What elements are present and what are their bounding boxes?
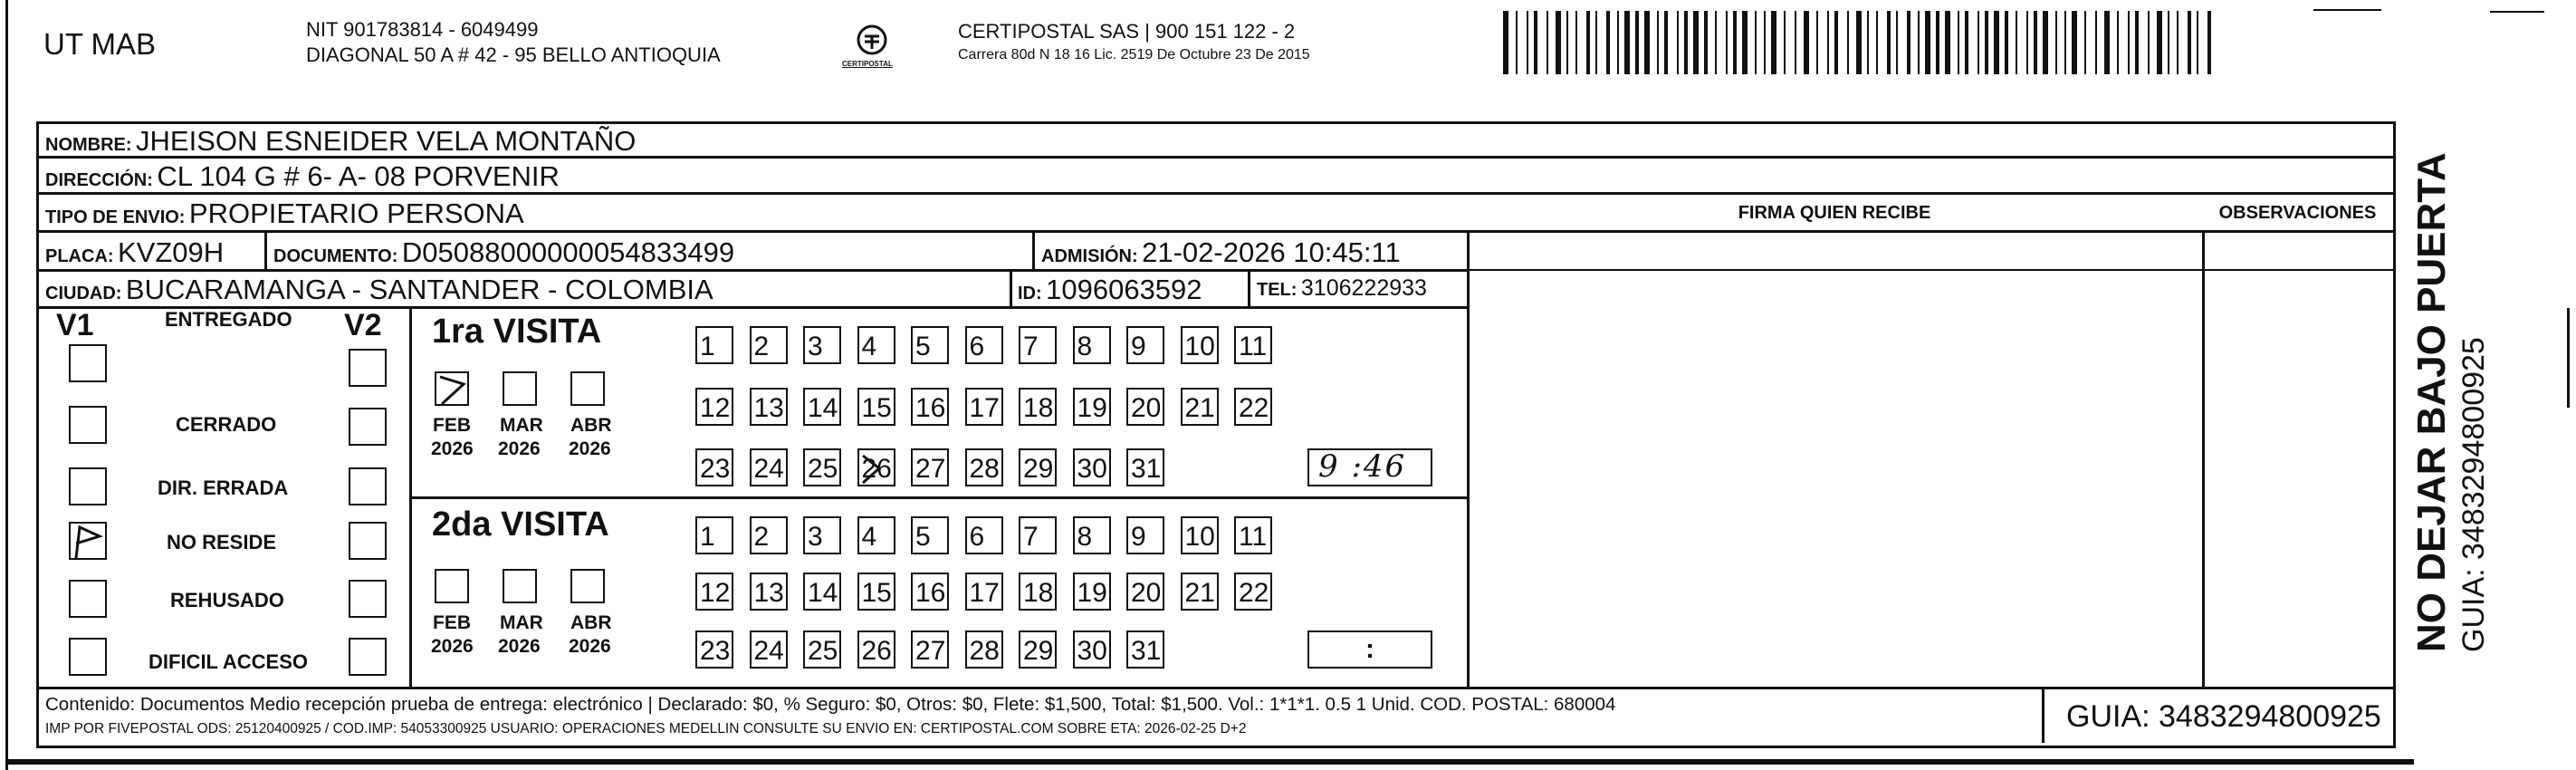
- visit1-day-box[interactable]: 5: [911, 326, 949, 364]
- visit1-day-box[interactable]: 29: [1019, 448, 1057, 486]
- visit2-day-box[interactable]: 24: [750, 630, 788, 669]
- direccion-value: CL 104 G # 6- A- 08 PORVENIR: [157, 160, 560, 192]
- visit2-day-box[interactable]: 8: [1073, 516, 1111, 554]
- visit2-day-box[interactable]: 29: [1019, 630, 1057, 669]
- col-divider: [1010, 269, 1012, 307]
- sender-name: UT MAB: [43, 27, 157, 61]
- visit1-day-box[interactable]: 1: [695, 326, 733, 364]
- visit1-day-box[interactable]: 8: [1073, 326, 1111, 364]
- col-divider: [2042, 687, 2045, 743]
- visit1-day-box[interactable]: 4: [857, 326, 895, 364]
- visit1-day-box[interactable]: 26: [857, 448, 895, 486]
- id-label: ID:: [1018, 284, 1042, 303]
- v1-label: V1: [56, 308, 94, 342]
- visit1-month-mar-checkbox[interactable]: [503, 371, 537, 406]
- check-mark-icon: [436, 373, 469, 406]
- courier-logo: [840, 20, 904, 74]
- visit2-day-box[interactable]: 15: [857, 573, 895, 611]
- visit1-day-box[interactable]: 12: [695, 388, 733, 426]
- right-edge-mark: [2567, 308, 2570, 408]
- status-cerrado: CERRADO: [176, 413, 277, 436]
- visit2-day-box[interactable]: 21: [1181, 573, 1219, 611]
- left-edge-line: [5, 0, 8, 770]
- visit2-day-box[interactable]: 2: [750, 516, 788, 554]
- status-rehusado: REHUSADO: [170, 589, 284, 611]
- visit1-month-abr-checkbox[interactable]: [570, 371, 605, 406]
- sender-nit: NIT 901783814 - 6049499: [306, 18, 539, 41]
- admision-field: [1041, 236, 1401, 269]
- direccion-row: [45, 160, 560, 193]
- visit1-day-box[interactable]: 21: [1181, 388, 1219, 426]
- v1-no-reside-checkbox[interactable]: [69, 522, 107, 560]
- visit1-day-box[interactable]: 17: [965, 388, 1003, 426]
- v2-dir-errada-checkbox[interactable]: [349, 467, 387, 505]
- visit1-day-box[interactable]: 24: [750, 448, 788, 486]
- row-divider: [36, 687, 2393, 689]
- documento-label: DOCUMENTO:: [273, 246, 398, 266]
- ciudad-field: [45, 274, 713, 306]
- visit2-year-mar: 2026: [498, 636, 541, 657]
- direccion-label: DIRECCIÓN:: [45, 170, 153, 190]
- visit1-day-box[interactable]: 31: [1126, 448, 1164, 486]
- barcode: [1503, 11, 2227, 74]
- id-value: 1096063592: [1046, 274, 1202, 305]
- visit2-day-box[interactable]: 26: [857, 630, 895, 669]
- firma-header: FIRMA QUIEN RECIBE: [1738, 203, 1931, 223]
- visit1-day-box[interactable]: 2: [750, 326, 788, 364]
- corner-dash: [2490, 11, 2544, 13]
- visit2-day-box[interactable]: 4: [857, 516, 895, 554]
- tipo-value: PROPIETARIO PERSONA: [188, 197, 524, 229]
- visit2-day-box[interactable]: 23: [695, 630, 733, 669]
- row-divider: [1467, 269, 2393, 271]
- sender-address: DIAGONAL 50 A # 42 - 95 BELLO ANTIOQUIA: [306, 43, 721, 66]
- tipo-label: TIPO DE ENVIO:: [45, 207, 186, 227]
- visit1-title: 1ra VISITA: [432, 313, 602, 351]
- placa-label: PLACA:: [45, 246, 114, 266]
- visit2-day-box[interactable]: 1: [695, 516, 733, 554]
- visit1-day-box[interactable]: 20: [1126, 388, 1164, 426]
- visit2-day-box[interactable]: 12: [695, 573, 733, 611]
- visit2-day-box[interactable]: 28: [965, 630, 1003, 669]
- visit1-day-box[interactable]: 13: [750, 388, 788, 426]
- v2-cerrado-checkbox[interactable]: [349, 408, 387, 446]
- col-divider: [1248, 269, 1250, 307]
- visit2-day-box[interactable]: 20: [1126, 573, 1164, 611]
- status-no-reside: NO RESIDE: [167, 531, 277, 553]
- footer-print-line: IMP POR FIVEPOSTAL ODS: 25120400925 / COD.IMP: 54053300925 USUARIO: OPERACIONES MEDELLIN CONSULTE SU ENVIO EN: CERTIPOSTAL.COM SOBRE ETA: 2026-02-25 D+2: [45, 721, 1247, 736]
- courier-logo-text: CERTIPOSTAL: [842, 60, 893, 68]
- visit2-day-box[interactable]: 7: [1019, 516, 1057, 554]
- visit1-day-box[interactable]: 23: [695, 448, 733, 486]
- nombre-label: NOMBRE:: [45, 135, 132, 155]
- visit2-day-box[interactable]: 13: [750, 573, 788, 611]
- visit1-month-feb-checkbox[interactable]: [435, 371, 469, 406]
- visit1-year-feb: 2026: [431, 438, 474, 459]
- visit2-day-box[interactable]: 25: [803, 630, 841, 669]
- nombre-value: JHEISON ESNEIDER VELA MONTAÑO: [136, 125, 637, 157]
- visit2-month-feb-checkbox[interactable]: [435, 569, 469, 603]
- visit1-day-box[interactable]: 16: [911, 388, 949, 426]
- v1-dificil-acceso-checkbox[interactable]: [69, 638, 107, 676]
- visit1-day-box[interactable]: 6: [965, 326, 1003, 364]
- visit1-month-abr: ABR: [570, 415, 612, 436]
- status-entregado: ENTREGADO: [165, 308, 292, 331]
- visit2-month-feb: FEB: [433, 612, 471, 633]
- visit1-day-box[interactable]: 19: [1073, 388, 1111, 426]
- visit1-day-box[interactable]: 11: [1234, 326, 1272, 364]
- tel-field: [1257, 275, 1427, 302]
- visit2-year-feb: 2026: [431, 636, 474, 657]
- visit1-time-box[interactable]: [1307, 448, 1432, 486]
- visit2-day-box[interactable]: 5: [911, 516, 949, 554]
- footer-content-line: Contenido: Documentos Medio recepción prueba de entrega: electrónico | Declarado: $0, % Seguro: $0, Otros: $0, Flete: $1,500, Total: $1,500. Vol.: 1*1*1. 0.5 1 Unid. COD. POSTAL: 680004: [45, 694, 1616, 715]
- v1-cerrado-checkbox[interactable]: [69, 406, 107, 444]
- cross-mark-icon: [859, 450, 895, 486]
- row-divider: [36, 269, 1467, 272]
- visit2-year-abr: 2026: [569, 636, 611, 657]
- col-divider: [1467, 230, 1470, 687]
- visit2-day-box[interactable]: 11: [1234, 516, 1272, 554]
- visit2-day-box[interactable]: 6: [965, 516, 1003, 554]
- admision-value: 21-02-2026 10:45:11: [1142, 236, 1401, 268]
- nombre-row: [45, 125, 636, 158]
- visit1-day-box[interactable]: 28: [965, 448, 1003, 486]
- col-divider: [1032, 230, 1035, 270]
- check-mark-icon: [71, 524, 107, 560]
- visit1-day-box[interactable]: 18: [1019, 388, 1057, 426]
- visit1-year-mar: 2026: [498, 438, 541, 459]
- visit2-day-box[interactable]: 22: [1234, 573, 1272, 611]
- side-guia: GUIA: 3483294800925: [2456, 337, 2491, 652]
- visit2-day-box[interactable]: 14: [803, 573, 841, 611]
- visit2-month-mar-checkbox[interactable]: [503, 569, 537, 603]
- visit1-day-box[interactable]: 3: [803, 326, 841, 364]
- visit1-month-feb: FEB: [433, 415, 471, 436]
- visit2-day-box[interactable]: 17: [965, 573, 1003, 611]
- visit1-day-box[interactable]: 25: [803, 448, 841, 486]
- col-divider: [264, 230, 267, 270]
- visit2-day-box[interactable]: 19: [1073, 573, 1111, 611]
- visit1-day-box[interactable]: 30: [1073, 448, 1111, 486]
- tel-value: 3106222933: [1300, 275, 1427, 301]
- visit2-time-value: :: [1365, 634, 1374, 664]
- visit2-month-mar: MAR: [500, 612, 543, 633]
- visit2-day-box[interactable]: 27: [911, 630, 949, 669]
- side-warning: NO DEJAR BAJO PUERTA: [2409, 152, 2454, 652]
- documento-field: [273, 236, 734, 269]
- visit1-day-box[interactable]: 14: [803, 388, 841, 426]
- visit2-day-box[interactable]: 30: [1073, 630, 1111, 669]
- visit2-day-box[interactable]: 16: [911, 573, 949, 611]
- visit1-day-box[interactable]: 9: [1126, 326, 1164, 364]
- v2-rehusado-checkbox[interactable]: [349, 580, 387, 618]
- placa-value: KVZ09H: [118, 236, 225, 268]
- visit1-day-box[interactable]: 7: [1019, 326, 1057, 364]
- v2-entregado-checkbox[interactable]: [349, 349, 387, 387]
- visit2-month-abr: ABR: [570, 612, 612, 633]
- visit2-time-box[interactable]: [1307, 630, 1432, 669]
- bottom-edge-line: [5, 759, 2414, 765]
- visit2-day-box[interactable]: 10: [1181, 516, 1219, 554]
- visit2-title: 2da VISITA: [432, 505, 609, 544]
- v1-dir-errada-checkbox[interactable]: [69, 467, 107, 505]
- visit1-year-abr: 2026: [569, 438, 611, 459]
- id-field: [1018, 274, 1202, 306]
- observaciones-header: OBSERVACIONES: [2218, 203, 2377, 223]
- ciudad-label: CIUDAD:: [45, 284, 122, 303]
- v1-rehusado-checkbox[interactable]: [69, 580, 107, 618]
- v2-no-reside-checkbox[interactable]: [349, 522, 387, 560]
- visit2-day-box[interactable]: 9: [1126, 516, 1164, 554]
- side-text: [2408, 145, 2508, 652]
- visit1-day-box[interactable]: 15: [857, 388, 895, 426]
- v2-dificil-acceso-checkbox[interactable]: [349, 638, 387, 676]
- status-dir-errada: DIR. ERRADA: [158, 476, 289, 499]
- visit2-day-box[interactable]: 31: [1126, 630, 1164, 669]
- visit1-day-box[interactable]: 22: [1234, 388, 1272, 426]
- visit2-month-abr-checkbox[interactable]: [570, 569, 605, 603]
- tipo-row: [45, 197, 524, 230]
- row-divider: [36, 230, 2393, 233]
- visit1-day-box[interactable]: 27: [911, 448, 949, 486]
- visit1-day-box[interactable]: 10: [1181, 326, 1219, 364]
- courier-license: Carrera 80d N 18 16 Lic. 2519 De Octubre 23 De 2015: [958, 47, 1310, 63]
- courier-name: CERTIPOSTAL SAS | 900 151 122 - 2: [958, 20, 1296, 43]
- documento-value: D05088000000054833499: [401, 236, 735, 268]
- placa-field: [45, 236, 224, 269]
- tel-label: TEL:: [1257, 280, 1298, 300]
- v1-entregado-checkbox[interactable]: [69, 344, 107, 382]
- visit2-day-box[interactable]: 18: [1019, 573, 1057, 611]
- col-divider: [2202, 230, 2205, 687]
- visit1-time-value: 9 :46: [1318, 448, 1407, 485]
- footer-guia: GUIA: 3483294800925: [2066, 699, 2381, 734]
- corner-dash: [2313, 9, 2381, 11]
- visit-divider: [409, 496, 1467, 499]
- ciudad-value: BUCARAMANGA - SANTANDER - COLOMBIA: [125, 274, 713, 305]
- admision-label: ADMISIÓN:: [1041, 246, 1138, 266]
- visit1-month-mar: MAR: [500, 415, 543, 436]
- v2-label: V2: [344, 308, 382, 342]
- visit2-day-box[interactable]: 3: [803, 516, 841, 554]
- status-dificil-acceso: DIFICIL ACCESO: [148, 650, 309, 673]
